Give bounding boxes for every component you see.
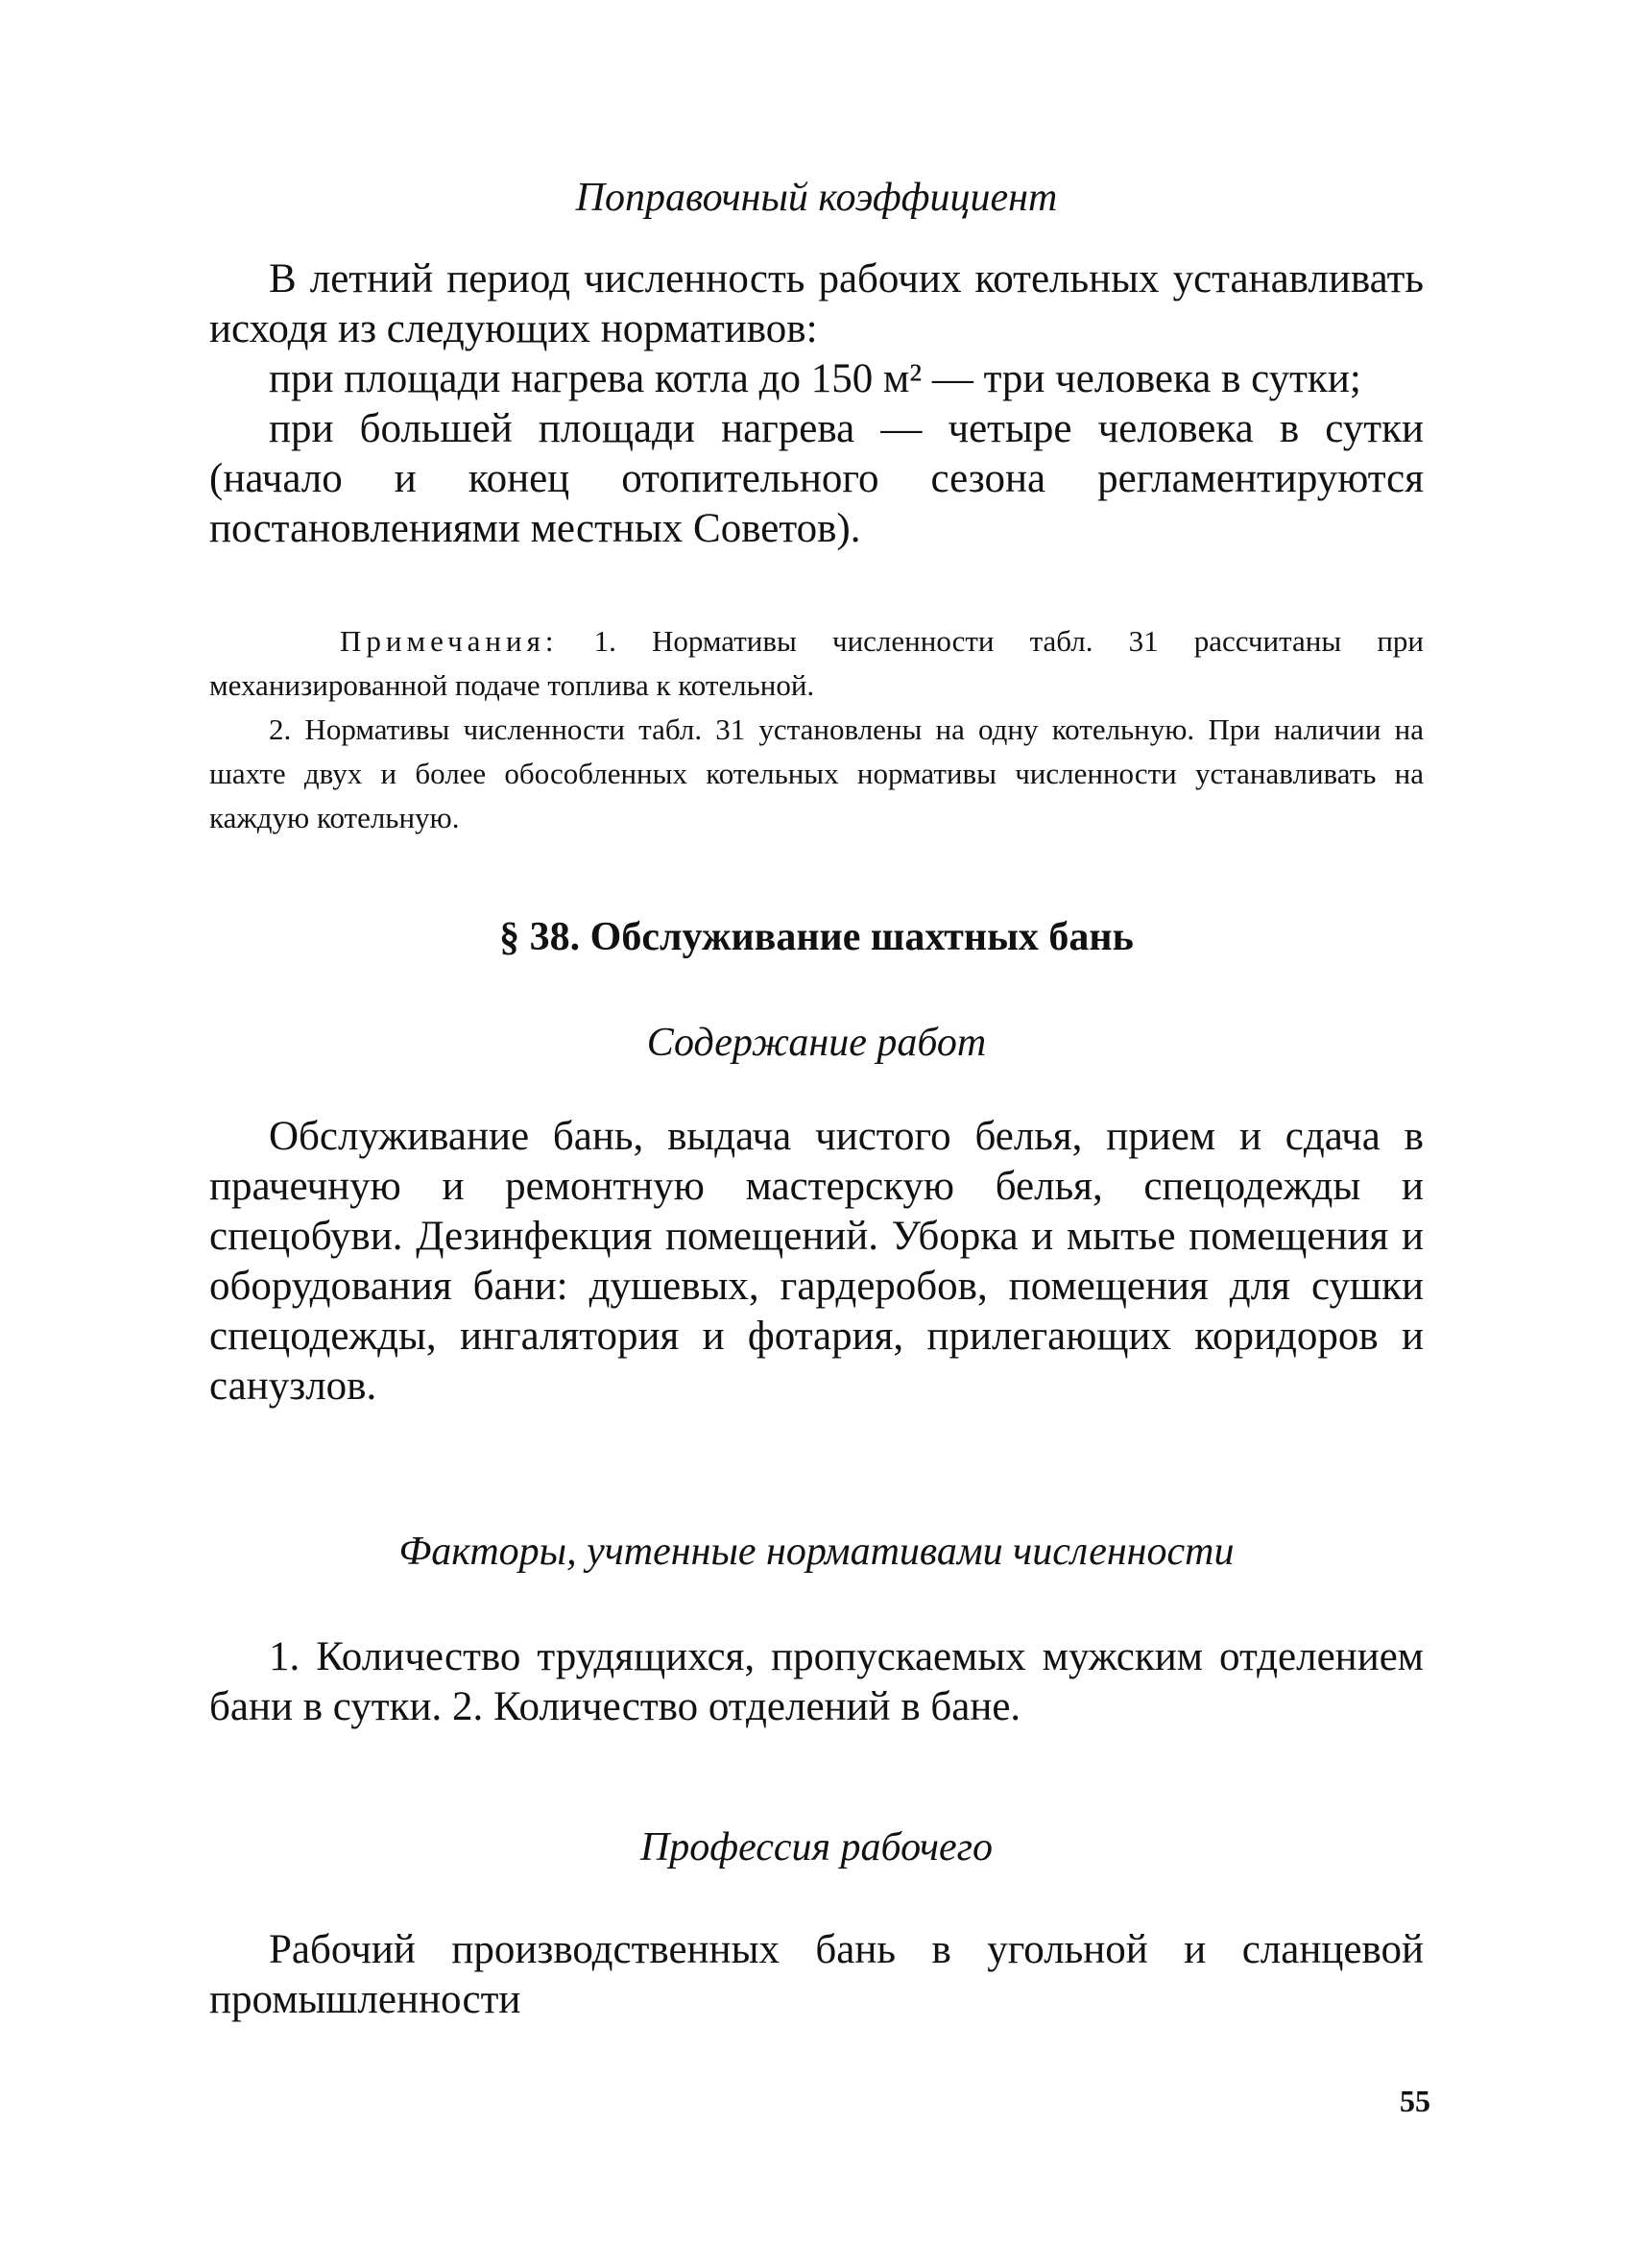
page-number: 55: [1400, 2084, 1430, 2118]
profession-paragraph: Рабочий производственных бань в угольной и сланцевой промышленности: [209, 1927, 1424, 2022]
work-content-heading-block: [209, 1018, 1424, 1068]
summer-period-paragraph: В летний период численность рабочих котельных устанавливать исходя из следующих нормативов:: [209, 256, 1424, 351]
small-area-paragraph: при площади нагрева котла до 150 м² — три человека в сутки;: [269, 356, 1361, 401]
work-content-paragraph: Обслуживание бань, выдача чистого белья, прием и сдача в прачечную и ремонтную мастерскую белья, спецодежды и спецобуви. Дезинфекция помещений. Уборка и мытье помещения и оборудования бани: душевых, гардеробов, помещения для сушки спецодежды, ингалятория и фотария, прилегающих коридоров и санузлов.: [209, 1114, 1424, 1409]
profession-block: [209, 1925, 1424, 2025]
note-1-text: 1. Нормативы численности табл. 31 рассчитаны при механизированной подаче топлива к котельной.: [209, 624, 1424, 702]
work-content-heading: Содержание работ: [646, 1021, 987, 1065]
profession-heading: Профессия рабочего: [639, 1825, 994, 1870]
factors-paragraph: 1. Количество трудящихся, пропускаемых мужским отделением бани в сутки. 2. Количество отделений в бане.: [209, 1634, 1424, 1729]
factors-block: [209, 1632, 1424, 1732]
note-1: [209, 619, 1424, 708]
work-content-block: [209, 1112, 1424, 1411]
section-38-title-block: [209, 912, 1424, 962]
large-area-paragraph: при большей площади нагрева — четыре человека в сутки (начало и конец отопительного сезона регламентируются постановлениями местных Советов).: [209, 406, 1424, 551]
note-2: 2. Нормативы численности табл. 31 установлены на одну котельную. При наличии на шахте двух и более обособленных котельных нормативы численности устанавливать на каждую котельную.: [209, 712, 1424, 834]
notes-block: [209, 619, 1424, 840]
correction-factor-heading-block: [209, 173, 1424, 223]
profession-heading-block: [209, 1822, 1424, 1872]
factors-heading-block: [209, 1527, 1424, 1577]
correction-factor-body: [209, 254, 1424, 554]
section-38-title: § 38. Обслуживание шахтных бань: [499, 915, 1134, 959]
factors-heading: Факторы, учтенные нормативами численности: [398, 1530, 1235, 1574]
correction-factor-heading: Поправочный коэффициент: [575, 176, 1058, 220]
notes-label: Примечания:: [340, 624, 559, 658]
